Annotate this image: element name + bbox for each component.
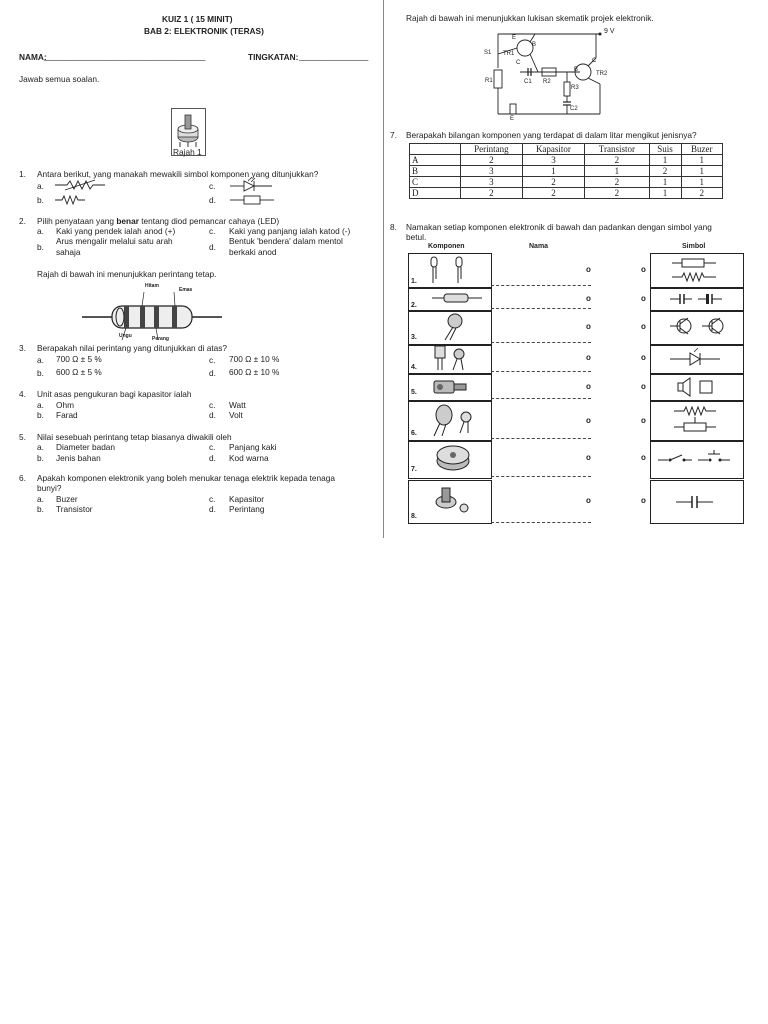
circuit-label-c1-top: C: [516, 60, 521, 66]
diode-led-symbol: [670, 349, 730, 369]
table-cell: 1: [681, 155, 722, 166]
component-label-6: 6.: [411, 430, 417, 437]
q6-text-line2: bunyi?: [37, 483, 62, 493]
table-cell: A: [410, 155, 461, 166]
name-field[interactable]: ___________________________________: [44, 51, 206, 61]
q1-option-b-label: b.: [37, 195, 44, 205]
table-cell: 1: [585, 166, 649, 177]
variable-resistor-symbols: [668, 405, 728, 435]
led-component-illustration: [428, 255, 468, 285]
table-header-cell: Kapasitor: [522, 144, 584, 155]
q1-option-a-label: a.: [37, 181, 44, 191]
table-cell: 2: [522, 177, 584, 188]
component-label-5: 5.: [411, 389, 417, 396]
q4-option-a-label: a.: [37, 400, 44, 410]
q8-number: 8.: [390, 222, 397, 232]
led-symbol[interactable]: [230, 178, 272, 192]
answer-line-2[interactable]: [491, 308, 591, 309]
match-point-right-4[interactable]: o: [641, 353, 646, 362]
resistor-label-top2: Emas: [179, 287, 193, 293]
answer-line-1[interactable]: [491, 285, 591, 286]
quiz-title: KUIZ 1 ( 15 MINIT): [162, 14, 233, 24]
circuit-label-r2: R2: [543, 79, 551, 85]
match-point-right-6[interactable]: o: [641, 416, 646, 425]
q6-option-b[interactable]: Transistor: [56, 504, 93, 514]
table-cell: 2: [585, 188, 649, 199]
circuit-label-c2-top: C: [592, 58, 597, 64]
table-row[interactable]: [410, 188, 723, 199]
q5-option-b-label: b.: [37, 453, 44, 463]
match-point-right-2[interactable]: o: [641, 294, 646, 303]
q8-text-line2: betul.: [406, 232, 427, 242]
figure1-caption: Rajah 1: [173, 147, 202, 157]
fixed-resistor-zigzag-symbol[interactable]: [55, 195, 85, 205]
q8-col-komponen: Komponen: [428, 243, 465, 250]
circuit-label-r1: R1: [485, 78, 493, 84]
name-label: NAMA:: [19, 52, 47, 62]
q5-option-d[interactable]: Kod warna: [229, 453, 269, 463]
q6-option-a-label: a.: [37, 494, 44, 504]
quiz-subtitle: BAB 2: ELEKTRONIK (TERAS): [144, 26, 264, 36]
circuit-label-b1: B: [532, 42, 537, 48]
answer-line-4[interactable]: [491, 371, 591, 372]
table-cell: B: [410, 166, 461, 177]
q2-option-d-label: d.: [209, 242, 216, 252]
ceramic-capacitor-illustration: [428, 403, 478, 437]
q5-text: Nilai sesebuah perintang tetap biasanya diwakili oleh: [37, 432, 232, 442]
component-label-3: 3.: [411, 334, 417, 341]
capacitor-symbols: [670, 292, 730, 306]
q5-option-c-label: c.: [209, 442, 216, 452]
q2-text-pre: Pilih penyataan yang: [37, 216, 117, 226]
speaker-buzzer-symbol: [676, 378, 726, 396]
table-cell: 3: [522, 155, 584, 166]
table-cell: 1: [522, 166, 584, 177]
q5-number: 5.: [19, 432, 26, 442]
circuit-label-c2: C2: [570, 106, 578, 112]
q5-option-a[interactable]: Diameter badan: [56, 442, 116, 452]
q1-text: Antara berikut, yang manakah mewakili simbol komponen yang ditunjukkan?: [37, 169, 319, 179]
answer-line-3[interactable]: [491, 342, 591, 343]
q2-option-a[interactable]: Kaki yang pendek ialah anod (+): [56, 226, 176, 236]
match-point-left-5[interactable]: o: [586, 382, 591, 391]
match-point-left-6[interactable]: o: [586, 416, 591, 425]
q3-number: 3.: [19, 343, 26, 353]
q6-text-line1: Apakah komponen elektronik yang boleh menukar tenaga elektrik kepada tenaga: [37, 473, 335, 483]
circuit-label-r3: R3: [571, 85, 579, 91]
q4-option-d-label: d.: [209, 410, 216, 420]
q1-option-c-label: c.: [209, 181, 216, 191]
q2-number: 2.: [19, 216, 26, 226]
circuit-label-tr1: TR1: [503, 51, 515, 57]
table-row[interactable]: [410, 177, 723, 188]
q7-text: Berapakah bilangan komponen yang terdapat di dalam litar mengikut jenisnya?: [406, 130, 697, 140]
circuit-label-c1: C1: [524, 79, 532, 85]
q3-option-b[interactable]: 600 Ω ± 5 %: [56, 367, 102, 377]
table-cell: 2: [649, 166, 681, 177]
match-point-right-7[interactable]: o: [641, 453, 646, 462]
q2-option-b-line2: sahaja: [56, 247, 81, 257]
q4-option-b[interactable]: Farad: [56, 410, 78, 420]
q2-text-post: tentang diod pemancar cahaya (LED): [138, 216, 280, 226]
q6-option-c-label: c.: [209, 494, 216, 504]
q3-option-c[interactable]: 700 Ω ± 10 %: [229, 354, 280, 364]
q5-option-d-label: d.: [209, 453, 216, 463]
table-cell: 2: [585, 177, 649, 188]
q4-number: 4.: [19, 389, 26, 399]
potentiometer-illustration: [172, 109, 205, 149]
q3-option-a[interactable]: 700 Ω ± 5 %: [56, 354, 102, 364]
circuit-label-e1: E: [512, 35, 517, 41]
q3-option-d[interactable]: 600 Ω ± 10 %: [229, 367, 280, 377]
table-cell: 1: [649, 177, 681, 188]
potentiometer-component-illustration: [432, 484, 472, 518]
table-cell: 2: [522, 188, 584, 199]
table-cell: 3: [461, 166, 523, 177]
table-cell: 2: [461, 155, 523, 166]
table-cell: 1: [649, 155, 681, 166]
q6-option-d-label: d.: [209, 504, 216, 514]
q6-option-b-label: b.: [37, 504, 44, 514]
q7-number: 7.: [390, 130, 397, 140]
table-row[interactable]: [410, 166, 723, 177]
q1-number: 1.: [19, 169, 26, 179]
q8-col-nama: Nama: [529, 243, 549, 250]
match-point-left-3[interactable]: o: [586, 322, 591, 331]
q6-number: 6.: [19, 473, 26, 483]
q8-col-simbol: Simbol: [682, 243, 706, 250]
table-cell: 3: [461, 177, 523, 188]
q6-option-c[interactable]: Kapasitor: [229, 494, 265, 504]
resistor-component-illustration: [432, 293, 482, 303]
q3-option-a-label: a.: [37, 355, 44, 365]
q7-table: [409, 143, 723, 199]
resistor-label-bottom1: Ungu: [119, 333, 132, 339]
circuit-label-tr2: TR2: [596, 71, 608, 77]
q1-option-d-label: d.: [209, 195, 216, 205]
q8-text-line1: Namakan setiap komponen elektronik di bawah dan padankan dengan simbol yang: [406, 222, 712, 232]
component-label-2: 2.: [411, 302, 417, 309]
table-header-cell: Transistor: [585, 144, 649, 155]
answer-line-7[interactable]: [491, 476, 591, 477]
answer-line-5[interactable]: [491, 398, 591, 399]
q2-option-a-label: a.: [37, 226, 44, 236]
fixed-resistor-box-symbol[interactable]: [230, 195, 274, 205]
q4-option-b-label: b.: [37, 410, 44, 420]
circuit-label-s1: S1: [484, 50, 492, 56]
buzzer-component-illustration: [435, 443, 475, 473]
table-cell: C: [410, 177, 461, 188]
table-header-cell: Buzer: [681, 144, 722, 155]
table-header-row: [410, 144, 723, 155]
table-cell: 2: [681, 188, 722, 199]
table-cell: 2: [585, 155, 649, 166]
switch-component-illustration: [430, 378, 470, 396]
q5-option-b[interactable]: Jenis bahan: [56, 453, 101, 463]
q2-text: [37, 216, 279, 226]
q3-option-b-label: b.: [37, 368, 44, 378]
q3-option-d-label: d.: [209, 368, 216, 378]
switch-symbols: [656, 450, 736, 470]
q5-option-c[interactable]: Panjang kaki: [229, 442, 277, 452]
table-row[interactable]: [410, 155, 723, 166]
q2-option-b-line1[interactable]: Arus mengalir melalui satu arah: [56, 236, 173, 246]
q2-option-c-label: c.: [209, 226, 216, 236]
q4-option-d[interactable]: Volt: [229, 410, 243, 420]
answer-line-6[interactable]: [491, 438, 591, 439]
table-cell: 1: [681, 166, 722, 177]
component-label-7: 7.: [411, 466, 417, 473]
fixed-capacitor-symbol: [676, 495, 716, 509]
capacitor-component-illustration: [433, 346, 469, 372]
match-point-left-7[interactable]: o: [586, 453, 591, 462]
instruction: Jawab semua soalan.: [19, 74, 100, 84]
transistor-component-illustration: [445, 313, 475, 341]
table-header-cell: Perintang: [461, 144, 523, 155]
q2-option-d-line2: berkaki anod: [229, 247, 277, 257]
q6-option-d[interactable]: Perintang: [229, 504, 265, 514]
table-cell: D: [410, 188, 461, 199]
match-point-left-4[interactable]: o: [586, 353, 591, 362]
table-cell: 2: [461, 188, 523, 199]
q3-option-c-label: c.: [209, 355, 216, 365]
resistor-intro: Rajah di bawah ini menunjukkan perintang tetap.: [37, 269, 217, 279]
form-field[interactable]: _______________: [299, 51, 369, 61]
circuit-intro: Rajah di bawah ini menunjukkan lukisan skematik projek elektronik.: [406, 13, 654, 23]
resistor-symbols: [666, 257, 726, 283]
match-point-right-5[interactable]: o: [641, 382, 646, 391]
table-header-cell: [410, 144, 461, 155]
q4-text: Unit asas pengukuran bagi kapasitor ialah: [37, 389, 192, 399]
component-label-8: 8.: [411, 513, 417, 520]
q5-option-a-label: a.: [37, 442, 44, 452]
q2-option-d-line1[interactable]: Bentuk 'bendera' dalam mentol: [229, 236, 343, 246]
q4-option-a[interactable]: Ohm: [56, 400, 74, 410]
match-point-left-8[interactable]: o: [586, 496, 591, 505]
circuit-label-e2: E: [510, 116, 515, 122]
variable-resistor-symbol[interactable]: [55, 179, 105, 191]
q3-text: Berapakah nilai perintang yang ditunjukkan di atas?: [37, 343, 228, 353]
q4-option-c[interactable]: Watt: [229, 400, 246, 410]
resistor-label-bottom2: Perang: [152, 336, 169, 342]
q2-text-bold: benar: [116, 216, 139, 226]
match-point-left-2[interactable]: o: [586, 294, 591, 303]
transistor-symbols: [664, 314, 734, 340]
component-label-1: 1.: [411, 278, 417, 285]
circuit-supply-label: 9 V: [604, 28, 615, 35]
match-point-right-1[interactable]: o: [641, 265, 646, 274]
match-point-left-1[interactable]: o: [586, 265, 591, 274]
form-label: TINGKATAN:: [248, 52, 299, 62]
color-band-resistor-illustration: [82, 286, 222, 342]
column-divider: [383, 0, 384, 538]
q6-option-a[interactable]: Buzer: [56, 494, 78, 504]
q4-option-c-label: c.: [209, 400, 216, 410]
table-header-cell: Suis: [649, 144, 681, 155]
table-cell: 1: [649, 188, 681, 199]
circuit-label-b2: B: [574, 67, 579, 73]
answer-line-8[interactable]: [491, 522, 591, 523]
q2-option-b-label: b.: [37, 242, 44, 252]
match-point-right-8[interactable]: o: [641, 496, 646, 505]
match-point-right-3[interactable]: o: [641, 322, 646, 331]
component-label-4: 4.: [411, 364, 417, 371]
table-cell: 1: [681, 177, 722, 188]
q2-option-c[interactable]: Kaki yang panjang ialah katod (-): [229, 226, 351, 236]
resistor-label-top1: Hitam: [145, 283, 159, 289]
